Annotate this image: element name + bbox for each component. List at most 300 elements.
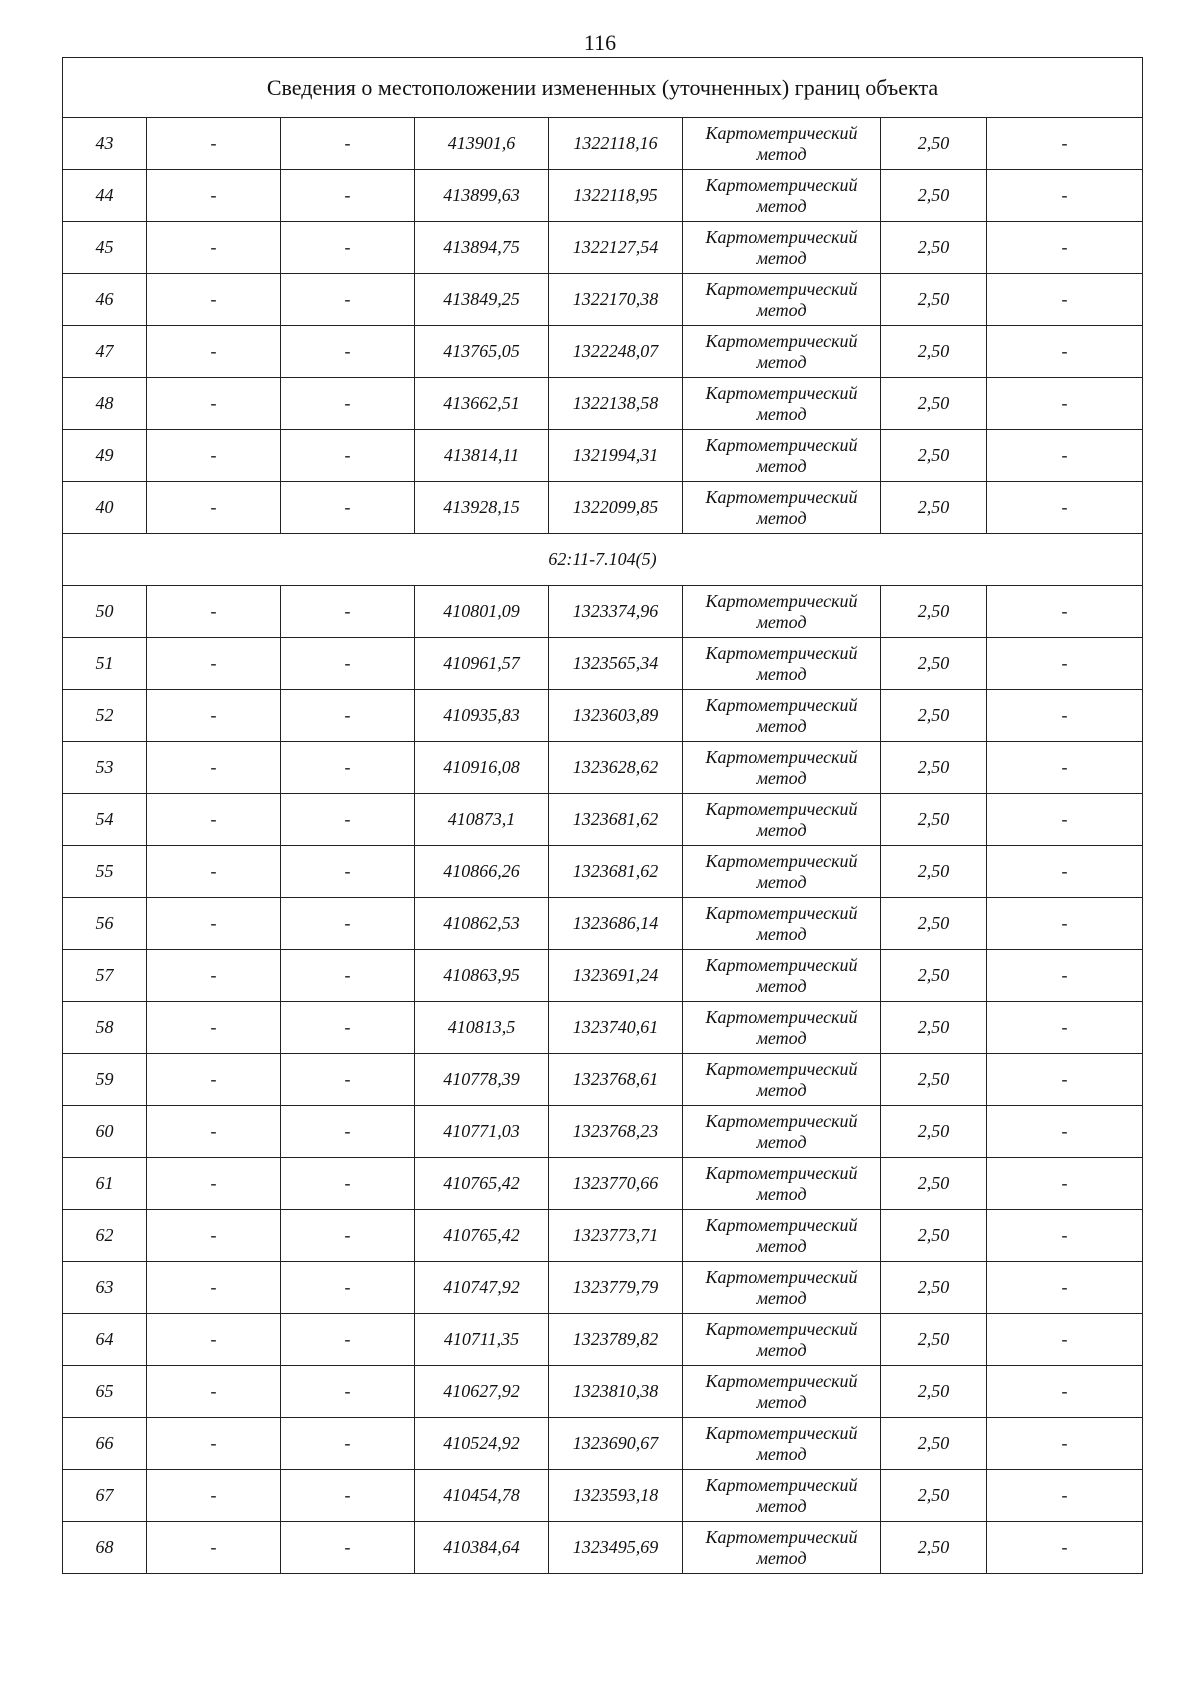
point-number-cell: 65 <box>63 1366 147 1418</box>
empty-value-cell: - <box>987 1262 1143 1314</box>
method-label-line2: метод <box>756 143 807 164</box>
accuracy-cell: 2,50 <box>881 690 987 742</box>
y-coordinate-cell: 1323686,14 <box>549 898 683 950</box>
method-label-line2: метод <box>756 1495 807 1516</box>
method-label-line1: Картометрический <box>705 590 858 611</box>
method-cell <box>683 378 881 430</box>
method-label-line1: Картометрический <box>705 1058 858 1079</box>
x-coordinate-cell: 410765,42 <box>415 1210 549 1262</box>
point-number-cell: 68 <box>63 1522 147 1574</box>
accuracy-cell: 2,50 <box>881 1210 987 1262</box>
method-label-line2: метод <box>756 1391 807 1412</box>
empty-value-cell: - <box>987 1366 1143 1418</box>
y-coordinate-cell: 1323810,38 <box>549 1366 683 1418</box>
method-label-line2: метод <box>756 1131 807 1152</box>
y-coordinate-cell: 1322099,85 <box>549 482 683 534</box>
y-coordinate-cell: 1323628,62 <box>549 742 683 794</box>
table-row <box>63 1522 1143 1574</box>
method-cell <box>683 1002 881 1054</box>
y-coordinate-cell: 1323773,71 <box>549 1210 683 1262</box>
empty-value-cell: - <box>987 170 1143 222</box>
empty-value-cell: - <box>147 482 281 534</box>
method-label-line2: метод <box>756 819 807 840</box>
table-row <box>63 690 1143 742</box>
table-row <box>63 430 1143 482</box>
accuracy-cell: 2,50 <box>881 1418 987 1470</box>
x-coordinate-cell: 410524,92 <box>415 1418 549 1470</box>
y-coordinate-cell: 1322248,07 <box>549 326 683 378</box>
method-label-line1: Картометрический <box>705 798 858 819</box>
empty-value-cell: - <box>987 326 1143 378</box>
empty-value-cell: - <box>987 378 1143 430</box>
empty-value-cell: - <box>147 1054 281 1106</box>
empty-value-cell: - <box>147 1470 281 1522</box>
x-coordinate-cell: 410454,78 <box>415 1470 549 1522</box>
empty-value-cell: - <box>281 118 415 170</box>
method-label-line1: Картометрический <box>705 954 858 975</box>
table-row <box>63 222 1143 274</box>
empty-value-cell: - <box>147 846 281 898</box>
empty-value-cell: - <box>281 482 415 534</box>
y-coordinate-cell: 1322127,54 <box>549 222 683 274</box>
accuracy-cell: 2,50 <box>881 118 987 170</box>
method-cell <box>683 1366 881 1418</box>
section-header-row <box>63 534 1143 586</box>
y-coordinate-cell: 1323603,89 <box>549 690 683 742</box>
accuracy-cell: 2,50 <box>881 950 987 1002</box>
method-label-line2: метод <box>756 1547 807 1568</box>
table-row <box>63 378 1143 430</box>
empty-value-cell: - <box>281 638 415 690</box>
empty-value-cell: - <box>987 1106 1143 1158</box>
x-coordinate-cell: 410711,35 <box>415 1314 549 1366</box>
empty-value-cell: - <box>147 1418 281 1470</box>
method-label-line1: Картометрический <box>705 1422 858 1443</box>
method-label-line1: Картометрический <box>705 1266 858 1287</box>
table-row <box>63 1054 1143 1106</box>
empty-value-cell: - <box>987 638 1143 690</box>
table-row <box>63 1262 1143 1314</box>
method-cell <box>683 1210 881 1262</box>
method-label-line2: метод <box>756 975 807 996</box>
point-number-cell: 67 <box>63 1470 147 1522</box>
accuracy-cell: 2,50 <box>881 482 987 534</box>
empty-value-cell: - <box>281 1158 415 1210</box>
method-cell <box>683 1158 881 1210</box>
method-label-line2: метод <box>756 715 807 736</box>
table-row <box>63 170 1143 222</box>
empty-value-cell: - <box>147 1522 281 1574</box>
accuracy-cell: 2,50 <box>881 222 987 274</box>
x-coordinate-cell: 413901,6 <box>415 118 549 170</box>
method-cell <box>683 742 881 794</box>
empty-value-cell: - <box>987 898 1143 950</box>
point-number-cell: 56 <box>63 898 147 950</box>
empty-value-cell: - <box>281 1262 415 1314</box>
method-cell <box>683 118 881 170</box>
method-cell <box>683 1470 881 1522</box>
empty-value-cell: - <box>147 586 281 638</box>
method-label-line1: Картометрический <box>705 278 858 299</box>
method-cell <box>683 690 881 742</box>
table-row <box>63 1366 1143 1418</box>
table-title-row <box>63 58 1143 118</box>
point-number-cell: 61 <box>63 1158 147 1210</box>
method-label-line2: метод <box>756 1287 807 1308</box>
table-row <box>63 326 1143 378</box>
method-label-line1: Картометрический <box>705 1162 858 1183</box>
method-label-line2: метод <box>756 871 807 892</box>
method-label-line2: метод <box>756 403 807 424</box>
empty-value-cell: - <box>147 430 281 482</box>
point-number-cell: 48 <box>63 378 147 430</box>
y-coordinate-cell: 1323768,61 <box>549 1054 683 1106</box>
accuracy-cell: 2,50 <box>881 430 987 482</box>
method-label-line1: Картометрический <box>705 330 858 351</box>
method-label-line1: Картометрический <box>705 642 858 663</box>
empty-value-cell: - <box>987 222 1143 274</box>
method-label-line1: Картометрический <box>705 694 858 715</box>
point-number-cell: 43 <box>63 118 147 170</box>
empty-value-cell: - <box>987 1470 1143 1522</box>
y-coordinate-cell: 1323374,96 <box>549 586 683 638</box>
y-coordinate-cell: 1323691,24 <box>549 950 683 1002</box>
method-label-line2: метод <box>756 1027 807 1048</box>
empty-value-cell: - <box>281 1106 415 1158</box>
x-coordinate-cell: 410916,08 <box>415 742 549 794</box>
y-coordinate-cell: 1323681,62 <box>549 846 683 898</box>
point-number-cell: 50 <box>63 586 147 638</box>
method-label-line2: метод <box>756 663 807 684</box>
empty-value-cell: - <box>987 742 1143 794</box>
method-label-line1: Картометрический <box>705 382 858 403</box>
table-row <box>63 1470 1143 1522</box>
boundary-coordinates-table <box>62 57 1143 1574</box>
table-row <box>63 482 1143 534</box>
empty-value-cell: - <box>147 1158 281 1210</box>
table-row <box>63 1106 1143 1158</box>
accuracy-cell: 2,50 <box>881 1054 987 1106</box>
table-row <box>63 846 1143 898</box>
method-label-line1: Картометрический <box>705 1526 858 1547</box>
table-row <box>63 586 1143 638</box>
accuracy-cell: 2,50 <box>881 638 987 690</box>
y-coordinate-cell: 1323779,79 <box>549 1262 683 1314</box>
point-number-cell: 54 <box>63 794 147 846</box>
x-coordinate-cell: 410866,26 <box>415 846 549 898</box>
method-label-line2: метод <box>756 455 807 476</box>
x-coordinate-cell: 410801,09 <box>415 586 549 638</box>
x-coordinate-cell: 410627,92 <box>415 1366 549 1418</box>
y-coordinate-cell: 1323740,61 <box>549 1002 683 1054</box>
accuracy-cell: 2,50 <box>881 794 987 846</box>
y-coordinate-cell: 1322118,16 <box>549 118 683 170</box>
empty-value-cell: - <box>987 846 1143 898</box>
accuracy-cell: 2,50 <box>881 1314 987 1366</box>
method-label-line1: Картометрический <box>705 122 858 143</box>
accuracy-cell: 2,50 <box>881 1522 987 1574</box>
point-number-cell: 66 <box>63 1418 147 1470</box>
method-label-line2: метод <box>756 611 807 632</box>
empty-value-cell: - <box>281 1210 415 1262</box>
accuracy-cell: 2,50 <box>881 1366 987 1418</box>
y-coordinate-cell: 1321994,31 <box>549 430 683 482</box>
empty-value-cell: - <box>281 1366 415 1418</box>
table-title: Сведения о местоположении измененных (уточненных) границ объекта <box>63 58 1143 118</box>
empty-value-cell: - <box>281 1522 415 1574</box>
method-cell <box>683 482 881 534</box>
x-coordinate-cell: 410961,57 <box>415 638 549 690</box>
empty-value-cell: - <box>987 794 1143 846</box>
empty-value-cell: - <box>147 118 281 170</box>
method-cell <box>683 638 881 690</box>
x-coordinate-cell: 410813,5 <box>415 1002 549 1054</box>
method-cell <box>683 1418 881 1470</box>
point-number-cell: 62 <box>63 1210 147 1262</box>
empty-value-cell: - <box>147 1314 281 1366</box>
x-coordinate-cell: 410862,53 <box>415 898 549 950</box>
method-cell <box>683 170 881 222</box>
method-label-line1: Картометрический <box>705 486 858 507</box>
method-label-line1: Картометрический <box>705 1318 858 1339</box>
point-number-cell: 47 <box>63 326 147 378</box>
empty-value-cell: - <box>281 170 415 222</box>
page-number: 116 <box>583 30 617 55</box>
accuracy-cell: 2,50 <box>881 378 987 430</box>
empty-value-cell: - <box>987 1522 1143 1574</box>
point-number-cell: 51 <box>63 638 147 690</box>
accuracy-cell: 2,50 <box>881 846 987 898</box>
accuracy-cell: 2,50 <box>881 586 987 638</box>
method-cell <box>683 794 881 846</box>
method-label-line1: Картометрический <box>705 174 858 195</box>
point-number-cell: 53 <box>63 742 147 794</box>
empty-value-cell: - <box>987 1314 1143 1366</box>
table-row <box>63 638 1143 690</box>
accuracy-cell: 2,50 <box>881 898 987 950</box>
empty-value-cell: - <box>147 170 281 222</box>
method-cell <box>683 1106 881 1158</box>
method-label-line2: метод <box>756 1183 807 1204</box>
accuracy-cell: 2,50 <box>881 1262 987 1314</box>
method-label-line1: Картометрический <box>705 1474 858 1495</box>
y-coordinate-cell: 1323681,62 <box>549 794 683 846</box>
table-row <box>63 1158 1143 1210</box>
empty-value-cell: - <box>147 1366 281 1418</box>
method-label-line1: Картометрический <box>705 902 858 923</box>
method-cell <box>683 274 881 326</box>
table-row <box>63 274 1143 326</box>
empty-value-cell: - <box>147 1002 281 1054</box>
method-cell <box>683 222 881 274</box>
empty-value-cell: - <box>147 1262 281 1314</box>
y-coordinate-cell: 1323768,23 <box>549 1106 683 1158</box>
method-label-line1: Картометрический <box>705 1214 858 1235</box>
table-row <box>63 950 1143 1002</box>
x-coordinate-cell: 413928,15 <box>415 482 549 534</box>
empty-value-cell: - <box>281 794 415 846</box>
x-coordinate-cell: 413662,51 <box>415 378 549 430</box>
x-coordinate-cell: 410747,92 <box>415 1262 549 1314</box>
empty-value-cell: - <box>147 794 281 846</box>
method-cell <box>683 950 881 1002</box>
empty-value-cell: - <box>987 430 1143 482</box>
method-label-line1: Картометрический <box>705 1370 858 1391</box>
empty-value-cell: - <box>987 1054 1143 1106</box>
accuracy-cell: 2,50 <box>881 1158 987 1210</box>
method-label-line2: метод <box>756 767 807 788</box>
accuracy-cell: 2,50 <box>881 1002 987 1054</box>
y-coordinate-cell: 1323690,67 <box>549 1418 683 1470</box>
empty-value-cell: - <box>281 326 415 378</box>
empty-value-cell: - <box>147 222 281 274</box>
x-coordinate-cell: 410935,83 <box>415 690 549 742</box>
empty-value-cell: - <box>281 898 415 950</box>
empty-value-cell: - <box>987 118 1143 170</box>
point-number-cell: 59 <box>63 1054 147 1106</box>
x-coordinate-cell: 413899,63 <box>415 170 549 222</box>
empty-value-cell: - <box>987 950 1143 1002</box>
empty-value-cell: - <box>281 1002 415 1054</box>
x-coordinate-cell: 410765,42 <box>415 1158 549 1210</box>
table-row <box>63 1210 1143 1262</box>
x-coordinate-cell: 410384,64 <box>415 1522 549 1574</box>
point-number-cell: 46 <box>63 274 147 326</box>
table-row <box>63 742 1143 794</box>
method-label-line2: метод <box>756 923 807 944</box>
x-coordinate-cell: 410863,95 <box>415 950 549 1002</box>
point-number-cell: 44 <box>63 170 147 222</box>
x-coordinate-cell: 413849,25 <box>415 274 549 326</box>
x-coordinate-cell: 410873,1 <box>415 794 549 846</box>
x-coordinate-cell: 410771,03 <box>415 1106 549 1158</box>
x-coordinate-cell: 410778,39 <box>415 1054 549 1106</box>
method-cell <box>683 586 881 638</box>
empty-value-cell: - <box>281 742 415 794</box>
point-number-cell: 45 <box>63 222 147 274</box>
method-cell <box>683 1262 881 1314</box>
empty-value-cell: - <box>147 326 281 378</box>
empty-value-cell: - <box>987 1158 1143 1210</box>
point-number-cell: 57 <box>63 950 147 1002</box>
empty-value-cell: - <box>987 482 1143 534</box>
method-label-line2: метод <box>756 299 807 320</box>
table-row <box>63 1418 1143 1470</box>
empty-value-cell: - <box>147 1106 281 1158</box>
point-number-cell: 40 <box>63 482 147 534</box>
point-number-cell: 60 <box>63 1106 147 1158</box>
empty-value-cell: - <box>281 1418 415 1470</box>
accuracy-cell: 2,50 <box>881 1470 987 1522</box>
y-coordinate-cell: 1322138,58 <box>549 378 683 430</box>
empty-value-cell: - <box>987 1210 1143 1262</box>
empty-value-cell: - <box>281 378 415 430</box>
method-label-line2: метод <box>756 195 807 216</box>
method-cell <box>683 898 881 950</box>
method-label-line1: Картометрический <box>705 850 858 871</box>
empty-value-cell: - <box>147 898 281 950</box>
method-cell <box>683 846 881 898</box>
empty-value-cell: - <box>987 690 1143 742</box>
table-row <box>63 1314 1143 1366</box>
table-body <box>63 58 1143 1574</box>
empty-value-cell: - <box>147 690 281 742</box>
method-label-line2: метод <box>756 247 807 268</box>
method-cell <box>683 1522 881 1574</box>
empty-value-cell: - <box>281 1470 415 1522</box>
x-coordinate-cell: 413814,11 <box>415 430 549 482</box>
method-label-line2: метод <box>756 1339 807 1360</box>
accuracy-cell: 2,50 <box>881 326 987 378</box>
empty-value-cell: - <box>147 638 281 690</box>
empty-value-cell: - <box>281 586 415 638</box>
method-label-line1: Картометрический <box>705 1110 858 1131</box>
empty-value-cell: - <box>147 274 281 326</box>
table-row <box>63 118 1143 170</box>
method-cell <box>683 1314 881 1366</box>
point-number-cell: 55 <box>63 846 147 898</box>
empty-value-cell: - <box>147 378 281 430</box>
accuracy-cell: 2,50 <box>881 170 987 222</box>
accuracy-cell: 2,50 <box>881 1106 987 1158</box>
empty-value-cell: - <box>987 1002 1143 1054</box>
empty-value-cell: - <box>987 586 1143 638</box>
method-label-line2: метод <box>756 351 807 372</box>
empty-value-cell: - <box>281 950 415 1002</box>
x-coordinate-cell: 413894,75 <box>415 222 549 274</box>
empty-value-cell: - <box>281 1054 415 1106</box>
method-label-line1: Картометрический <box>705 226 858 247</box>
point-number-cell: 52 <box>63 690 147 742</box>
y-coordinate-cell: 1322118,95 <box>549 170 683 222</box>
x-coordinate-cell: 413765,05 <box>415 326 549 378</box>
accuracy-cell: 2,50 <box>881 274 987 326</box>
y-coordinate-cell: 1323593,18 <box>549 1470 683 1522</box>
y-coordinate-cell: 1323495,69 <box>549 1522 683 1574</box>
point-number-cell: 64 <box>63 1314 147 1366</box>
empty-value-cell: - <box>281 846 415 898</box>
table-row <box>63 1002 1143 1054</box>
point-number-cell: 58 <box>63 1002 147 1054</box>
table-row <box>63 898 1143 950</box>
y-coordinate-cell: 1323789,82 <box>549 1314 683 1366</box>
method-cell <box>683 430 881 482</box>
empty-value-cell: - <box>281 430 415 482</box>
empty-value-cell: - <box>281 222 415 274</box>
method-label-line2: метод <box>756 1079 807 1100</box>
table-row <box>63 794 1143 846</box>
empty-value-cell: - <box>281 1314 415 1366</box>
empty-value-cell: - <box>281 274 415 326</box>
point-number-cell: 63 <box>63 1262 147 1314</box>
empty-value-cell: - <box>281 690 415 742</box>
method-label-line2: метод <box>756 1235 807 1256</box>
point-number-cell: 49 <box>63 430 147 482</box>
method-label-line2: метод <box>756 507 807 528</box>
section-label: 62:11-7.104(5) <box>63 534 1143 586</box>
y-coordinate-cell: 1322170,38 <box>549 274 683 326</box>
method-cell <box>683 326 881 378</box>
method-label-line1: Картометрический <box>705 1006 858 1027</box>
y-coordinate-cell: 1323770,66 <box>549 1158 683 1210</box>
empty-value-cell: - <box>147 1210 281 1262</box>
method-label-line1: Картометрический <box>705 434 858 455</box>
accuracy-cell: 2,50 <box>881 742 987 794</box>
method-label-line2: метод <box>756 1443 807 1464</box>
method-label-line1: Картометрический <box>705 746 858 767</box>
empty-value-cell: - <box>147 950 281 1002</box>
empty-value-cell: - <box>987 274 1143 326</box>
